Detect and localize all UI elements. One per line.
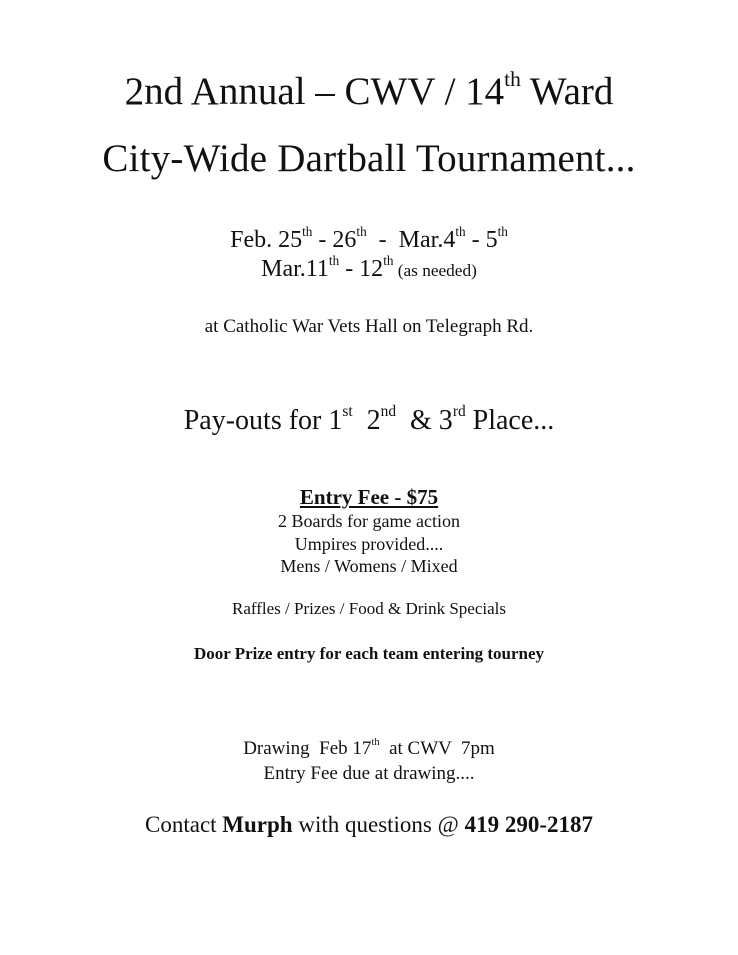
ordinal-suffix: rd (452, 402, 466, 420)
contact-name: Murph (222, 812, 293, 837)
date-text: Feb. 25 (230, 227, 303, 253)
fee-due-text: Entry Fee due at drawing.... (263, 763, 475, 784)
door-prize-text: Door Prize entry for each team entering tourney (193, 644, 545, 663)
ordinal-suffix: th (497, 223, 508, 239)
drawing-info (0, 737, 738, 761)
payout-text: 2 (352, 405, 381, 436)
payout-text: Place... (465, 405, 555, 436)
ordinal-suffix: nd (380, 402, 397, 420)
ordinal-suffix: th (302, 223, 313, 239)
date-text: - 5 (465, 227, 498, 253)
ordinal-suffix: th (504, 66, 521, 91)
as-needed-note: (as needed) (393, 261, 477, 280)
venue-text: at Catholic War Vets Hall on Telegraph Rd. (204, 316, 534, 337)
extras-text: Raffles / Prizes / Food & Drink Specials (231, 599, 507, 618)
title-text: 2nd Annual – CWV / 14 (124, 70, 505, 113)
entry-fee-heading: Entry Fee - $75 (299, 485, 439, 509)
drawing-text: Drawing Feb 17 (243, 738, 372, 759)
contact-text: with questions @ (292, 812, 465, 837)
date-text: - Mar.4 (366, 227, 456, 253)
ordinal-suffix: th (371, 737, 380, 749)
tournament-dates-line-1 (0, 223, 738, 254)
entry-fee-item: Mens / Womens / Mixed (280, 556, 458, 576)
payout-text: & 3 (396, 405, 453, 436)
entry-fee-item: 2 Boards for game action (278, 511, 460, 531)
ordinal-suffix: th (383, 252, 394, 268)
ordinal-suffix: th (455, 223, 466, 239)
payouts-heading (0, 404, 738, 438)
flyer-title-line-2: City-Wide Dartball Tournament... (102, 137, 636, 180)
date-text: - 12 (339, 256, 384, 282)
entry-fee-item: Umpires provided.... (294, 534, 444, 554)
flyer-title-line-1 (0, 68, 738, 116)
date-text: - 26 (312, 227, 357, 253)
ordinal-suffix: st (342, 402, 353, 420)
tournament-dates-line-2 (0, 252, 738, 285)
payout-text: Pay-outs for 1 (183, 405, 343, 436)
ordinal-suffix: th (356, 223, 367, 239)
ordinal-suffix: th (328, 252, 340, 268)
title-text: Ward (520, 70, 614, 113)
drawing-text: at CWV 7pm (379, 738, 495, 759)
contact-line (0, 811, 738, 839)
contact-phone: 419 290-2187 (464, 812, 593, 837)
date-text: Mar.11 (261, 256, 329, 282)
contact-text: Contact (145, 812, 223, 837)
